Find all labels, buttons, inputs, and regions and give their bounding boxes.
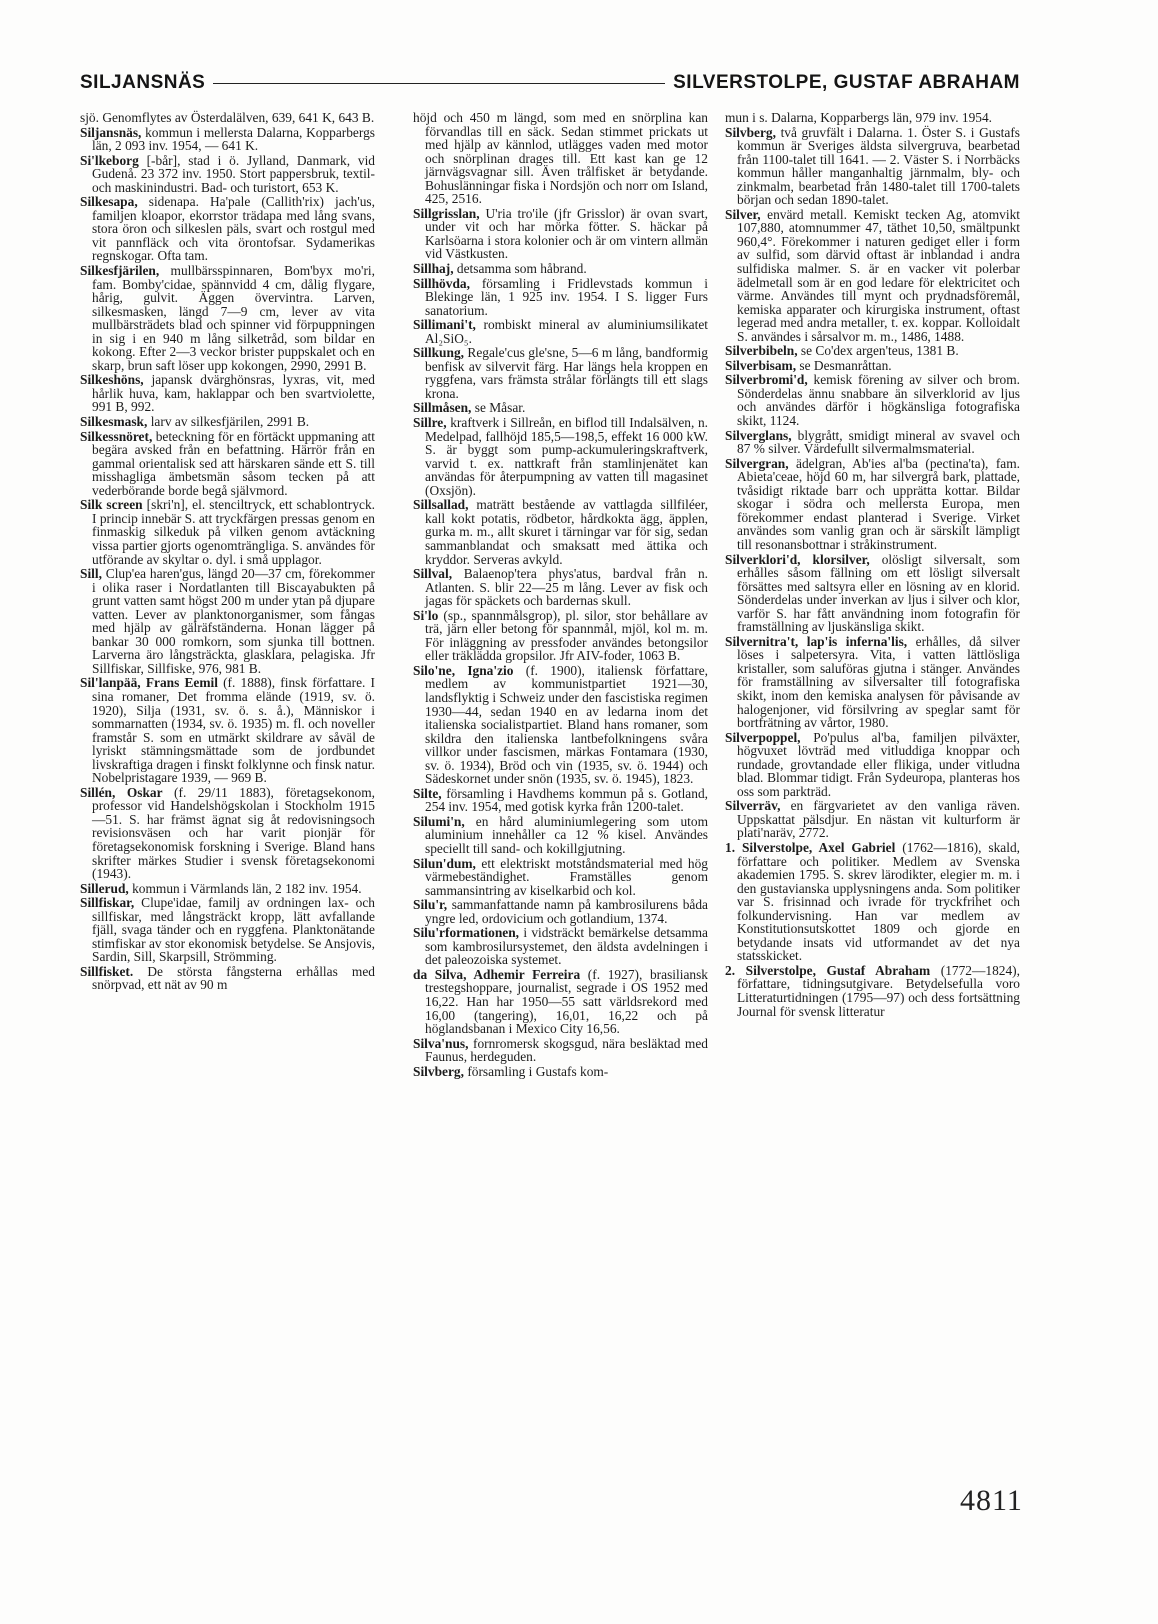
entry-text: De största fångsterna erhållas med snörpvad, ett nät av 90 m <box>92 963 375 993</box>
entry-headword: Silvergran, <box>725 455 789 471</box>
dictionary-entry <box>80 415 375 429</box>
dictionary-entry <box>80 111 375 125</box>
page-number: 4811 <box>960 1484 1023 1517</box>
dictionary-entry <box>413 262 708 276</box>
dictionary-entry <box>725 457 1020 552</box>
column-3 <box>725 111 1020 1019</box>
dictionary-entry <box>413 1065 708 1079</box>
dictionary-entry <box>80 965 375 992</box>
entry-headword: Silvernitra't, lap'is inferna'lis, <box>725 633 908 649</box>
dictionary-entry <box>725 344 1020 358</box>
entry-headword: Sillimani't, <box>413 317 476 333</box>
entry-headword: Silkesapa, <box>80 194 138 210</box>
entry-headword: Sillsallad, <box>413 497 469 513</box>
dictionary-entry <box>413 346 708 400</box>
dictionary-entry <box>725 208 1020 343</box>
dictionary-entry <box>725 964 1020 1018</box>
entry-text: ädelgran, Ab'ies al'ba (pectina'ta), fam. Abieta'ceae, höjd 60 m, har silvergrå bark, plattade, tvåsidigt riktade barr och upprätta kottar. Bildar skogar i södra och mellersta Europa, men förekommer endast planterad i Sverige. Virket användes som vanlig gran och är särskilt lämpligt till resonansbottnar i stråkinstrument. <box>737 455 1020 552</box>
entry-headword: Silkesfjärilen, <box>80 263 160 279</box>
dictionary-entry <box>413 318 708 345</box>
entry-headword: Sillkung, <box>413 345 464 361</box>
dictionary-entry <box>725 373 1020 427</box>
entry-text: Clupe'idae, familj av ordningen lax- och sillfiskar, med långsträckt kropp, lätt avfallande fjäll, svaga tänder och en ryggfena. Planktonätande stimfiskar av stor ekonomisk betydelse. Se Ansjovis, Sardin, Sill, Skarpsill, Strömming. <box>92 895 375 965</box>
entry-text: sammanfattande namn på kambrosilurens båda yngre led, ordovicium och gotlandium, 1374. <box>425 897 708 926</box>
entry-headword: Silverbisam, <box>725 357 797 373</box>
column-2 <box>413 111 708 1079</box>
running-header <box>80 70 1020 96</box>
entry-text: en hård aluminiumlegering som utom aluminium innehåller ca 12 % kisel. Användes speciellt till sand- och kokillgjutning. <box>425 813 708 856</box>
header-rule <box>213 83 665 84</box>
entry-headword: Silverklori'd, klorsilver, <box>725 551 870 567</box>
dictionary-entry <box>413 567 708 608</box>
entry-text: (f. 1900), italiensk författare, medlem av kommunistpartiet 1921—30, landsflyktig i Schweiz under den fascistiska regimen 1930—44, sedan 1940 en av ledarna inom det italienska socialistpartiet. Bland hans romaner, som skildra den italienska lantbefolkningens svåra villkor under fascismen, märkas Fontamara (1930, sv. ö. 1934), Bröd och vin (1935, sv. ö. 1944) och Sädeskornet under snön (1935, sv. ö. 1945), 1823. <box>425 662 708 787</box>
entry-text: japansk dvärghönsras, lyxras, vit, med hårlik huva, kam, haklappar och ben svartviolette, 991 B, 992. <box>92 372 375 415</box>
dictionary-entry <box>413 498 708 566</box>
entry-headword: Silkessnöret, <box>80 428 153 444</box>
entry-headword: Silvberg, <box>413 1063 464 1079</box>
dictionary-entry <box>80 498 375 566</box>
entry-headword: Sillmåsen, <box>413 400 472 416</box>
dictionary-entry <box>413 664 708 786</box>
dictionary-entry <box>413 1037 708 1064</box>
entry-headword: Silkeshöns, <box>80 372 144 388</box>
text-columns <box>80 111 1020 1571</box>
entry-text: Balaenop'tera phys'atus, bardval från n. Atlanten. S. blir 22—25 m lång. Lever av fisk och jagas för späckets och bardernas skull. <box>425 566 708 609</box>
entry-text: Po'pulus al'ba, familjen pilväxter, högvuxet lövträd med vitluddiga knoppar och rundade, grovtandade eller flikiga, under vitludna blad. Blommar tidigt. Från Sydeuropa, planteras hos oss som parkträd. <box>737 729 1020 799</box>
entry-headword: Silverräv, <box>725 798 781 814</box>
entry-text: i vidsträckt bemärkelse detsamma som kambrosilursystemet, den äldsta avdelningen i det paleozoiska systemet. <box>425 925 708 968</box>
entry-text: envärd metall. Kemiskt tecken Ag, atomvikt 107,880, atomnummer 47, täthet 10,50, smältpunkt 960,4°. Förekommer i naturen gediget eller i form av sulfid, som därvid oftast är inblandad i andra sulfidiska malmer. S. är en vacker vit polerbar ädelmetall som är en god ledare för elektricitet och värme. Användes till mynt och prydnadsföremål, kemiska apparater och kirurgiska instrument, oftast legerad med andra metaller, t. ex. koppar. Kolloidalt S. användes i sårsalvor m. m., 1486, 1488. <box>737 206 1020 344</box>
entry-headword: Silverglans, <box>725 427 792 443</box>
entry-headword: Si'lo <box>413 607 439 623</box>
entry-text: kraftverk i Sillreån, en biflod till Indalsälven, n. Medelpad, fallhöjd 185,5—198,5, effekt 16 000 kW. S. är byggt som pump-ackumuleringskraftverk, varvid t. ex. nattkraft från stamlinjenätet kan användas för återpumpning av vatten till magasinet (Oxsjön). <box>425 415 708 498</box>
entry-headword: Silver, <box>725 206 761 222</box>
entry-headword: Silun'dum, <box>413 855 476 871</box>
entry-text: (1772—1824), författare, tidningsutgivare. Betydelsefulla voro Litteraturtidningen (1795—97) och dess fortsättning Journal för svensk litteratur <box>737 962 1020 1019</box>
dictionary-entry <box>80 154 375 195</box>
dictionary-entry <box>725 126 1020 207</box>
dictionary-entry <box>413 207 708 261</box>
dictionary-entry <box>413 401 708 415</box>
dictionary-entry <box>413 609 708 663</box>
entry-headword: Silo'ne, Igna'zio <box>413 662 514 678</box>
entry-headword: Sill, <box>80 566 102 582</box>
entry-headword: Silvberg, <box>725 124 776 140</box>
dictionary-entry <box>413 416 708 497</box>
entry-text: mullbärsspinnaren, Bom'byx mo'ri, fam. Bomby'cidae, spännvidd 4 cm, dålig flygare, hårig, gulvit. Äggen övervintra. Larven, silkesmasken, längd 7—9 cm, lever av vita mullbärsträdets blad och spinner vid förpuppningen in sig i en 940 m lång silketråd, som bildar en kokong. Efter 2—3 veckor brister puppskalet och en skarp, brun saft löser upp kokongen, 2990, 2991 B. <box>92 263 375 373</box>
entry-text: detsamma som håbrand. <box>453 261 587 277</box>
entry-text: larv av silkesfjärilen, 2991 B. <box>147 414 310 430</box>
column-1 <box>80 111 375 993</box>
entry-headword: Sillre, <box>413 415 447 431</box>
dictionary-entry <box>80 676 375 784</box>
entry-text: U'ria tro'ile (jfr Grisslor) är ovan svart, under vit och har mörka fötter. S. häckar på Karlsöarna i stora kolonier och är om vintern allmän vid Västkusten. <box>425 205 708 262</box>
entry-headword: Sillhövda, <box>413 275 470 291</box>
entry-headword: da Silva, Adhemir Ferreira <box>413 966 581 982</box>
dictionary-entry <box>413 968 708 1036</box>
entry-text: församling i Gustafs kom- <box>463 1063 609 1079</box>
entry-text: beteckning för en förtäckt uppmaning att begära avsked från en befattning. Härrör från en gammal orientalisk sed att härskaren sände ett S. till misshagliga ämbetsmän såsom tecken på att vederbörande borde begå självmord. <box>92 428 375 498</box>
entry-text: fornromersk skogsgud, nära besläktad med Faunus, herdeguden. <box>425 1035 708 1065</box>
dictionary-entry <box>725 731 1020 799</box>
entry-text: se Co'dex argen'teus, 1381 B. <box>797 343 959 359</box>
entry-text: kemisk förening av silver och brom. Sönderdelas ännu snabbare än silverklorid av ljus och användes därför i högkänsliga fotografiska skikt, 1124. <box>737 372 1020 429</box>
dictionary-entry <box>413 898 708 925</box>
entry-text: sidenapa. Ha'pale (Callith'rix) jach'us, familjen kloapor, ekorrstor trädapa med lång svans, stora öron och silkeslen päls, svart och rostgul med vit pannfläck och vita örontofsar. Sydamerikas regnskogar. Ofta tam. <box>92 194 375 264</box>
entry-headword: 1. Silverstolpe, Axel Gabriel <box>725 839 896 855</box>
entry-headword: Sillhaj, <box>413 261 454 277</box>
entry-text: kommun i mellersta Dalarna, Kopparbergs län, 2 093 inv. 1954, — 641 K. <box>92 124 375 154</box>
dictionary-entry <box>80 567 375 675</box>
entry-headword: Silumi'n, <box>413 813 465 829</box>
entry-text: höjd och 450 m längd, som med en snörplina kan förvandlas till en säck. Sedan stimmet prickats ut med hjälp av kännlod, utlägges vaden med motor och snörplinan drages till. Ett kast kan ge 12 järnvägsvagnar sill. Även trålfisket är betydande. Bohuslänningar fiska i Nordsjön och norr om Island, 425, 2516. <box>413 110 708 207</box>
dictionary-entry <box>413 277 708 318</box>
entry-text: två gruvfält i Dalarna. 1. Öster S. i Gustafs kommun är Sveriges äldsta silvergruva, bearbetad från 1100-talet till 1641. — 2. Väster S. i Norrbäcks kommun håller manganhaltig järnmalm, bly- och zinkmalm, bearbetad från 1480-talet till 1700-talets början och sedan 1890-talet. <box>737 124 1020 208</box>
entry-headword: Sillgrisslan, <box>413 205 480 221</box>
dictionary-entry <box>80 373 375 414</box>
entry-headword: Silkesmask, <box>80 414 148 430</box>
entry-text: sjö. Genomflytes av Österdalälven, 639, 641 K, 643 B. <box>80 110 375 125</box>
entry-headword: Silverbromi'd, <box>725 372 808 388</box>
entry-text: [-bår], stad i ö. Jylland, Danmark, vid Gudenå. 23 372 inv. 1950. Stort pappersbruk, textil- och maskinindustri. Bad- och turistort, 653 K. <box>92 152 375 195</box>
dictionary-entry <box>80 264 375 372</box>
dictionary-entry <box>80 896 375 964</box>
entry-headword: Silverbibeln, <box>725 343 798 359</box>
entry-text: (f. 29/11 1883), företagsekonom, professor vid Handelshögskolan i Stockholm 1915—51. S. har främst ägnat sig åt redovisningsoch revisionsväsen och har varit pionjär för företagsekonomisk forskning i Sverige. Bland hans skrifter märkes Studier i svensk företagsekonomi (1943). <box>92 784 375 882</box>
entry-headword: Sillerud, <box>80 880 129 896</box>
entry-text: (f. 1888), finsk författare. I sina romaner, Det fromma elände (1919, sv. ö. 1920), Silja (1931, sv. ö. s. å.), Människor i sommarnatten (1934, sv. ö. 1935) m. fl. och noveller framstår S. som en utmärkt skildrare av såväl de lyriskt stämningsmättade som de jordbundet livskraftiga dragen i finskt folklynne och finsk natur. Nobelpristagare 1939, — 969 B. <box>92 675 375 786</box>
dictionary-entry <box>80 786 375 881</box>
dictionary-entry <box>725 429 1020 456</box>
entry-text: Regale'cus gle'sne, 5—6 m lång, bandformig benfisk av silvervit färg. Har längs hela kroppen en ryggfena, vars främsta strålar förlängts till ett slags krona. <box>425 345 708 401</box>
entry-headword: Silva'nus, <box>413 1035 469 1051</box>
entry-text: rombiskt mineral av aluminiumsilikatet Al₂SiO₅. <box>425 317 708 346</box>
entry-headword: Silu'r, <box>413 897 448 913</box>
dictionary-entry <box>725 635 1020 730</box>
dictionary-entry <box>413 111 708 206</box>
entry-text: (f. 1927), brasiliansk trestegshoppare, journalist, segrade i OS 1952 med 16,22. Han har 1950—55 satt världsrekord med 16,00 (tangering), 16,01, 16,22 och på höglandsbanan i Mexico City 16,56. <box>425 966 708 1037</box>
dictionary-entry <box>80 195 375 263</box>
dictionary-entry <box>725 111 1020 125</box>
entry-headword: Si'lkeborg <box>80 152 139 168</box>
entry-headword: 2. Silverstolpe, Gustaf Abraham <box>725 962 931 978</box>
entry-headword: Silte, <box>413 785 442 801</box>
entry-text: [skri'n], el. stenciltryck, ett schablontryck. I princip innebär S. att tryckfärgen pressas genom en finmaskig silkeduk på vilken genom avtäckning vissa partier gjorts ogenomträngliga. S. användes för utförande av skyltar o. dyl. i små upplagor. <box>92 497 376 567</box>
entry-text: (1762—1816), skald, författare och politiker. Medlem av Svenska akademien 1795. S. skrev lärodikter, elegier m. m. i den gustavianska upplysningens anda. Som politiker var S. frisinnad och ivrade för tryckfrihet och folkundervisning. Han var medlem av Konstitutionsutskottet 1809 och gjorde en betydande insats vid utformandet av det nya statsskicket. <box>737 839 1021 964</box>
entry-text: kommun i Värmlands län, 2 182 inv. 1954. <box>128 880 362 896</box>
header-right-keyword: SILVERSTOLPE, GUSTAF ABRAHAM <box>673 72 1020 93</box>
dictionary-entry <box>80 126 375 153</box>
entry-text: en färgvarietet av den vanliga räven. Uppskattat pälsdjur. En nästan vit kulturform är plati'naräv, 2772. <box>737 798 1020 841</box>
entry-headword: Sil'lanpää, Frans Eemil <box>80 675 218 691</box>
entry-text: församling i Havdhems kommun på s. Gotland, 254 inv. 1954, med gotisk kyrka från 1200-talet. <box>425 785 708 815</box>
dictionary-entry <box>413 926 708 967</box>
dictionary-entry <box>80 882 375 896</box>
entry-headword: Sillval, <box>413 566 453 582</box>
dictionary-entry <box>725 841 1020 963</box>
dictionary-entry <box>80 430 375 498</box>
dictionary-entry <box>413 787 708 814</box>
entry-text: se Desmanråttan. <box>796 357 892 373</box>
entry-headword: Silk screen <box>80 497 143 513</box>
header-left-keyword: SILJANSNÄS <box>80 72 206 93</box>
dictionary-entry <box>413 815 708 856</box>
entry-text: mun i s. Dalarna, Kopparbergs län, 979 inv. 1954. <box>725 110 993 125</box>
entry-text: Clup'ea haren'gus, längd 20—37 cm, förekommer i olika raser i Nordatlanten till Biscayabukten på grunt vatten samt högst 200 m under ytan på djupare vatten. Lever av planktonorganismer, som fångas med hjälp av gälräfständerna. Honan lägger på bankar 30 000 romkorn, som sjunka till bottnen. Larverna äro långsträckta, glasklara, pelagiska. Jfr Sillfiskar, Sillfiske, 976, 981 B. <box>92 566 375 676</box>
entry-text: se Måsar. <box>471 400 526 416</box>
entry-headword: Sillén, Oskar <box>80 784 163 800</box>
entry-text: ett elektriskt motståndsmaterial med hög värmebeständighet. Framställes genom sammansintring av kiselkarbid och kol. <box>425 855 708 898</box>
dictionary-entry <box>413 857 708 898</box>
entry-headword: Sillfiskar, <box>80 895 135 911</box>
dictionary-entry <box>725 359 1020 373</box>
entry-text: olösligt silversalt, som erhålles såsom fällning om ett lösligt silversalt försättes med saltsyra eller en lösning av en klorid. Sönderdelas under inverkan av ljus i silver och klor, varför S. har fått användning inom fotografin för framställning av ljuskänsliga skikt. <box>737 551 1020 635</box>
entry-text: (sp., spannmålsgrop), pl. silor, stor behållare av trä, järn eller betong för spannmål, mjöl, kol m. m. För inläggning av pressfoder användes betongsilor eller träklädda gropsilor. Jfr AIV-foder, 1063 B. <box>425 607 708 664</box>
entry-headword: Silverpoppel, <box>725 729 801 745</box>
dictionary-entry <box>725 553 1020 634</box>
entry-text: maträtt bestående av vattlagda sillfiléer, kall kokt potatis, rödbetor, hårdkokta ägg, äpplen, gurka m. m., allt skuret i tärningar var för sig, sedan sammanblandat och smaksatt med ättika och kryddor. Serveras avkyld. <box>425 497 708 567</box>
dictionary-entry <box>725 799 1020 840</box>
entry-headword: Silu'rformationen, <box>413 925 520 941</box>
entry-text: församling i Fridlevstads kommun i Blekinge län, 1 925 inv. 1954. I S. ligger Furs sanatorium. <box>425 275 708 318</box>
entry-headword: Siljansnäs, <box>80 124 142 140</box>
entry-text: erhålles, då silver löses i salpetersyra. Vita, i vatten lättlösliga kristaller, som saluföras gjutna i stänger. Användes för framställning av silversalter till fotografiska skikt, inom den kemiska analysen för påvisande av halogenjoner, vid försilvring av speglar samt för bortfrätning av vårtor, 1980. <box>737 633 1020 731</box>
entry-headword: Sillfisket. <box>80 963 134 979</box>
entry-text: blygrått, smidigt mineral av svavel och 87 % silver. Värdefullt silvermalmsmaterial. <box>737 427 1020 457</box>
